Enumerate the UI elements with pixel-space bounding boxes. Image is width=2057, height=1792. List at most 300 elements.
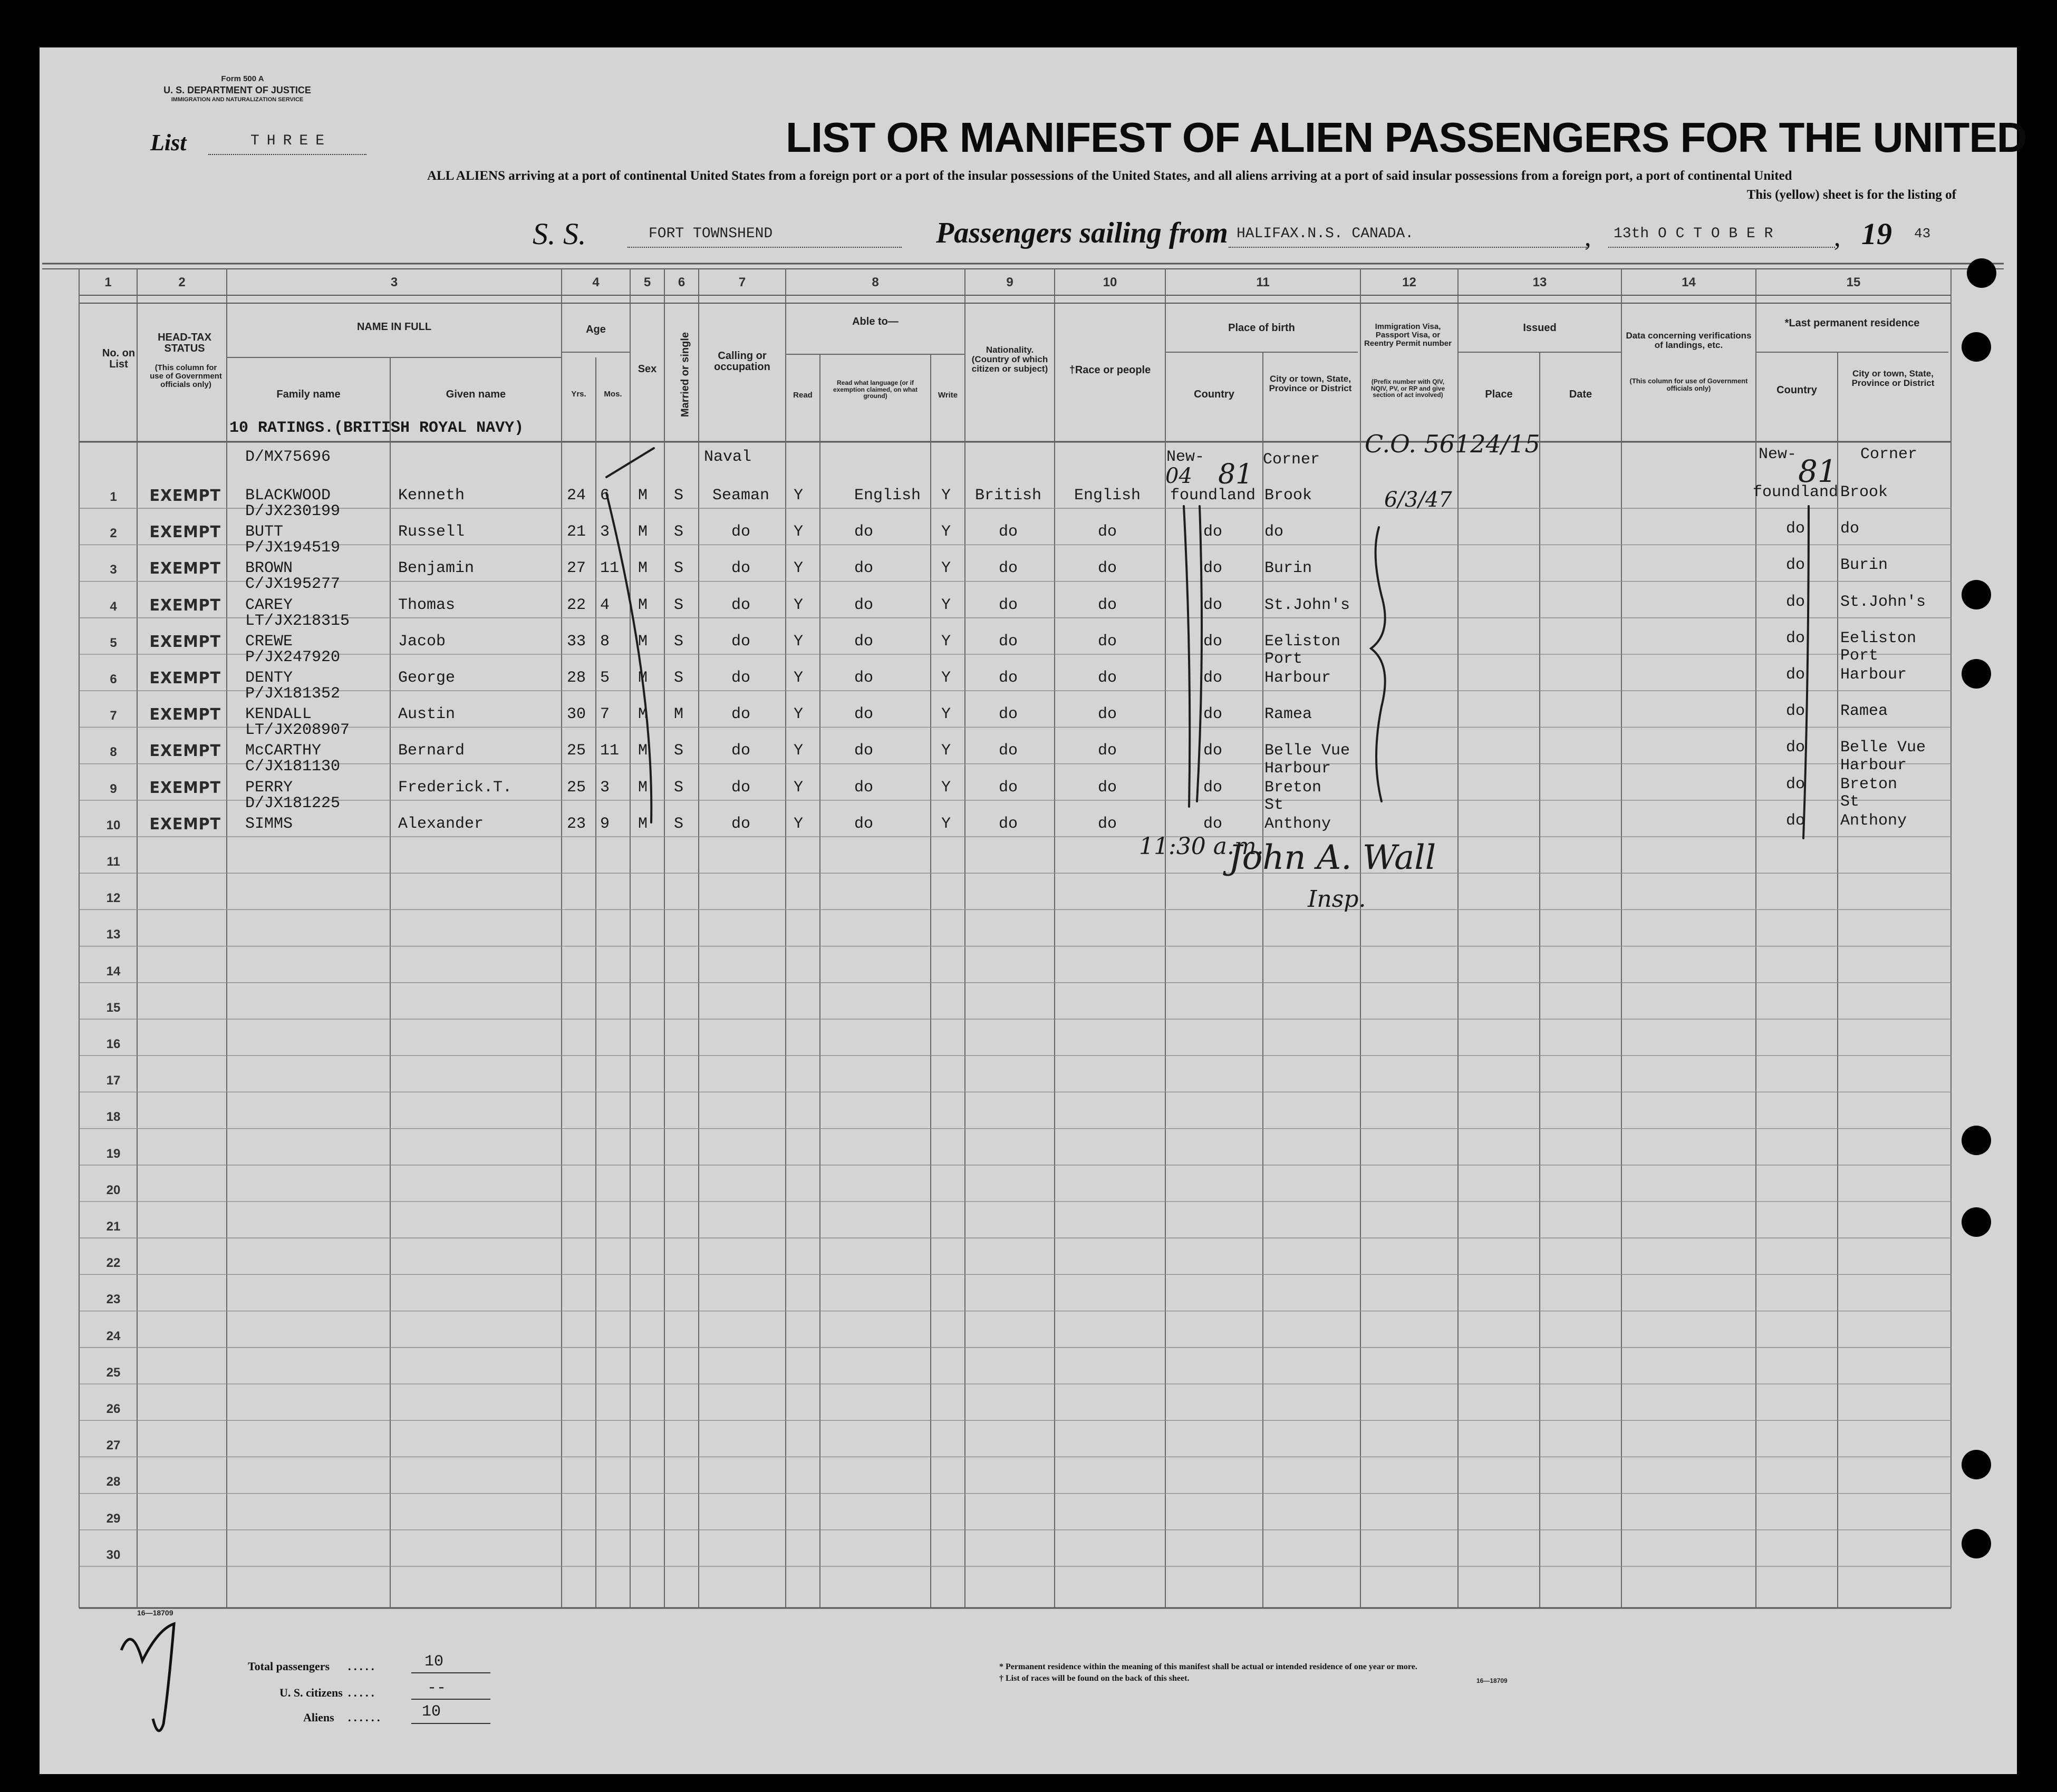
occupation: do (731, 559, 751, 578)
birth-city: do (1264, 523, 1284, 541)
header-head-tax-note: (This column for use of Government officials only) (150, 363, 222, 389)
residence-city: Eeliston (1840, 629, 1917, 647)
sex: M (638, 632, 648, 651)
can-write: Y (941, 742, 951, 760)
residence-city-top: St (1840, 792, 1860, 811)
occupation: do (731, 815, 751, 833)
birth-country: do (1203, 559, 1223, 578)
age-years: 27 (567, 559, 586, 578)
header-write: Write (938, 391, 958, 400)
residence-country: do (1785, 702, 1805, 721)
head-tax-stamp: EXEMPT (149, 778, 221, 797)
birth-city: Brook (1264, 487, 1312, 505)
age-months: 8 (600, 632, 610, 651)
read-language: English (854, 487, 921, 505)
sex: M (638, 815, 648, 833)
can-write: Y (941, 815, 951, 833)
can-read: Y (794, 669, 804, 687)
punch-hole (1962, 659, 1991, 689)
punch-hole (1967, 258, 1996, 288)
family-name: BROWN (245, 559, 293, 578)
header-visa-note: (Prefix number with QIV, NQIV, PV, or RP and give section of act involved) (1370, 378, 1445, 399)
family-name: DENTY (245, 669, 293, 687)
aliens-label: Aliens (303, 1711, 334, 1724)
marital-status: S (674, 632, 684, 651)
head-tax-stamp: EXEMPT (149, 559, 221, 578)
column-number: 8 (872, 275, 879, 289)
print-code-left: 16—18709 (137, 1609, 173, 1617)
departure-port: HALIFAX.N.S. CANADA. (1237, 226, 1414, 242)
row-number: 29 (106, 1511, 121, 1526)
row-number: 11 (107, 855, 120, 869)
marital-status: S (674, 523, 684, 541)
sex: M (638, 559, 648, 578)
group-note: 10 RATINGS.(BRITISH ROYAL NAVY) (229, 419, 524, 437)
department-name: U. S. DEPARTMENT OF JUSTICE (163, 85, 311, 95)
row-number: 4 (110, 599, 117, 614)
birth-city-top: Harbour (1264, 759, 1331, 778)
residence-country: do (1785, 666, 1805, 684)
row-number: 18 (106, 1110, 121, 1125)
birth-city-top: Corner (1263, 451, 1320, 469)
can-write: Y (941, 559, 951, 578)
read-language: do (854, 596, 874, 614)
row-number: 17 (106, 1073, 121, 1088)
nationality: do (998, 778, 1018, 797)
header-visa: Immigration Visa, Passport Visa, or Reentry Permit number (1364, 322, 1452, 348)
read-language: do (854, 778, 874, 797)
row-number: 10 (106, 818, 121, 832)
header-place-of-birth: Place of birth (1228, 322, 1295, 334)
can-read: Y (794, 742, 804, 760)
header-no-on-list: No. on List (102, 347, 136, 370)
marital-status: S (674, 559, 684, 578)
occupation: do (731, 523, 751, 541)
row-number: 20 (106, 1183, 121, 1197)
service-number: C/JX181130 (245, 758, 341, 776)
head-tax-stamp: EXEMPT (149, 705, 221, 724)
read-language: do (854, 669, 874, 687)
header-married-single: Married or single (679, 332, 691, 418)
total-passengers-label: Total passengers (248, 1660, 330, 1673)
can-read: Y (794, 596, 804, 614)
column-number: 6 (678, 275, 685, 289)
race: English (1074, 487, 1141, 505)
head-tax-stamp: EXEMPT (149, 742, 221, 761)
can-write: Y (941, 705, 951, 724)
header-last-residence: *Last permanent residence (1784, 317, 1920, 329)
birth-country: do (1203, 669, 1223, 687)
total-passengers-value: 10 (424, 1653, 444, 1671)
header-data-note: (This column for use of Government officials only) (1629, 377, 1748, 392)
sex: M (638, 523, 648, 541)
row-number: 23 (106, 1292, 121, 1307)
row-number: 19 (106, 1146, 121, 1161)
given-name: Frederick.T. (398, 778, 513, 797)
race: do (1097, 523, 1117, 541)
age-months: 5 (600, 669, 610, 687)
residence-country: do (1785, 593, 1805, 611)
sex: M (638, 778, 648, 797)
can-read: Y (794, 559, 804, 578)
page-title: LIST OR MANIFEST OF ALIEN PASSENGERS FOR THE UNITED (786, 114, 2027, 161)
comma-2: , (1834, 222, 1841, 251)
service-number-first: D/MX75696 (245, 448, 331, 466)
birth-city: Belle Vue (1264, 742, 1350, 760)
family-name: CAREY (245, 596, 293, 614)
head-tax-stamp: EXEMPT (149, 523, 221, 542)
code-prefix-handwritten: 04 (1165, 464, 1192, 488)
row-number: 30 (106, 1547, 121, 1562)
age-months: 11 (600, 742, 620, 760)
year-suffix: 43 (1914, 226, 1931, 241)
age-years: 21 (567, 523, 586, 541)
given-name: George (398, 669, 456, 687)
total-dots: . . . . . (348, 1660, 374, 1673)
row-number: 2 (110, 526, 117, 541)
marital-status: M (674, 705, 684, 724)
can-read: Y (794, 778, 804, 797)
race: do (1097, 632, 1117, 651)
occupation: do (731, 705, 751, 724)
list-value: THREE (250, 133, 332, 149)
residence-country-top: New- (1759, 445, 1797, 463)
birth-country: do (1203, 705, 1223, 724)
age-months: 4 (600, 596, 610, 614)
header-place: Place (1485, 389, 1513, 400)
residence-city: Belle Vue (1840, 739, 1926, 757)
can-read: Y (794, 705, 804, 724)
service-number: LT/JX218315 (245, 612, 350, 630)
birth-city-top: St (1264, 796, 1284, 814)
residence-city: Harbour (1840, 666, 1907, 684)
comma-1: , (1585, 222, 1591, 251)
race: do (1097, 778, 1117, 797)
inspector-title: Insp. (1308, 886, 1366, 913)
sex: M (638, 487, 648, 505)
header-read-language: Read what language (or if exemption claimed, on what ground) (833, 379, 918, 400)
birth-country: do (1203, 815, 1223, 833)
row-number: 22 (106, 1256, 121, 1271)
column-number: 3 (390, 275, 398, 289)
race: do (1097, 705, 1117, 724)
can-write: Y (941, 487, 951, 505)
visa-handwritten: C.O. 56124/15 (1365, 430, 1540, 458)
read-language: do (854, 559, 874, 578)
row-number: 28 (106, 1475, 121, 1489)
can-read: Y (794, 523, 804, 541)
birth-country: do (1203, 596, 1223, 614)
residence-country: do (1785, 556, 1805, 575)
birth-country: do (1203, 778, 1223, 797)
given-name: Thomas (398, 596, 456, 614)
marital-status: S (674, 669, 684, 687)
column-number: 13 (1532, 275, 1547, 289)
head-tax-stamp: EXEMPT (149, 596, 221, 615)
sex: M (638, 669, 648, 687)
header-age: Age (586, 324, 606, 335)
service-name: IMMIGRATION AND NATURALIZATION SERVICE (171, 96, 304, 103)
service-number: P/JX194519 (245, 539, 341, 557)
occupation: do (731, 669, 751, 687)
head-tax-stamp: EXEMPT (149, 632, 221, 651)
row-number: 1 (110, 490, 117, 504)
column-number: 5 (643, 275, 651, 289)
read-language: do (854, 742, 874, 760)
header-residence-country: Country (1776, 384, 1817, 396)
marital-status: S (674, 742, 684, 760)
age-years: 33 (567, 632, 586, 651)
row-number: 7 (110, 709, 117, 723)
age-months: 3 (600, 523, 610, 541)
sailing-label: Passengers sailing from (936, 217, 1228, 249)
birth-country-top: New- (1166, 448, 1205, 466)
can-write: Y (941, 778, 951, 797)
nationality: do (998, 669, 1018, 687)
residence-city: Burin (1840, 556, 1888, 575)
residence-country: do (1785, 629, 1805, 647)
row-number: 25 (106, 1365, 121, 1380)
row-number: 6 (110, 672, 117, 686)
occupation: do (731, 596, 751, 614)
birth-city-top: Port (1264, 650, 1303, 668)
aliens-dots: . . . . . . (348, 1711, 380, 1724)
age-years: 24 (567, 487, 586, 505)
inspector-signature: John A. Wall (1229, 838, 1436, 877)
family-name: BUTT (245, 523, 284, 541)
residence-country: do (1785, 739, 1805, 757)
us-citizens-label: U. S. citizens (279, 1686, 343, 1699)
can-read: Y (794, 815, 804, 833)
marital-status: S (674, 815, 684, 833)
header-race: †Race or people (1069, 364, 1151, 376)
print-code-right: 16—18709 (1476, 1677, 1508, 1684)
punch-hole (1962, 1126, 1991, 1155)
header-city: City or town, State, Province or District (1269, 374, 1352, 393)
column-number: 12 (1402, 275, 1416, 289)
residence-city: Anthony (1840, 811, 1907, 830)
punch-hole (1962, 580, 1991, 609)
birth-city: Breton (1264, 778, 1322, 797)
header-calling: Calling or occupation (714, 350, 770, 373)
row-number: 24 (106, 1329, 121, 1343)
sex: M (638, 742, 648, 760)
nationality: do (998, 815, 1018, 833)
residence-country: foundland (1752, 483, 1839, 501)
read-language: do (854, 632, 874, 651)
ss-label: S. S. (533, 217, 586, 251)
header-family-name: Family name (276, 389, 341, 400)
nationality: British (974, 487, 1042, 505)
row-number: 8 (110, 745, 117, 760)
family-name: CREWE (245, 632, 293, 651)
residence-city: do (1840, 520, 1860, 538)
marital-status: S (674, 596, 684, 614)
birth-country: foundland (1170, 487, 1256, 505)
age-years: 22 (567, 596, 586, 614)
time-handwritten: 11:30 a.m. (1139, 833, 1264, 860)
form-number: Form 500 A (221, 74, 264, 83)
row-number: 3 (110, 563, 117, 577)
residence-city: Brook (1840, 483, 1888, 501)
given-name: Jacob (398, 632, 446, 651)
ship-name: FORT TOWNSHEND (649, 226, 773, 242)
us-citizens-value: -- (427, 1679, 447, 1697)
marital-status: S (674, 778, 684, 797)
head-tax-stamp: EXEMPT (149, 487, 221, 505)
age-years: 23 (567, 815, 586, 833)
header-nationality: Nationality. (Country of which citizen or subject) (971, 345, 1048, 374)
age-years: 28 (567, 669, 586, 687)
occupation: do (731, 778, 751, 797)
row-number: 21 (106, 1219, 121, 1234)
residence-city: St.John's (1840, 593, 1926, 611)
can-read: Y (794, 487, 804, 505)
punch-hole (1962, 1450, 1991, 1479)
row-number: 15 (106, 1000, 121, 1015)
year-prefix: 19 (1861, 217, 1892, 251)
family-name: BLACKWOOD (245, 487, 331, 505)
sex: M (638, 596, 648, 614)
header-date: Date (1569, 389, 1592, 400)
birth-city: Ramea (1264, 705, 1312, 724)
race: do (1097, 596, 1117, 614)
occupation: Seaman (712, 487, 770, 505)
service-number: D/JX230199 (245, 502, 341, 520)
header-mos: Mos. (604, 390, 622, 399)
occupation: do (731, 632, 751, 651)
punch-hole (1962, 1529, 1991, 1558)
given-name: Austin (398, 705, 456, 724)
nationality: do (998, 523, 1018, 541)
race: do (1097, 559, 1117, 578)
column-number: 11 (1256, 275, 1270, 289)
header-yrs: Yrs. (571, 390, 586, 399)
header-able-to: Able to— (852, 316, 899, 327)
occupation-top: Naval (704, 448, 752, 466)
given-name: Alexander (398, 815, 484, 833)
header-sex: Sex (638, 363, 657, 375)
read-language: do (854, 815, 874, 833)
given-name: Bernard (398, 742, 465, 760)
read-language: do (854, 523, 874, 541)
family-name: PERRY (245, 778, 293, 797)
footnote-races: † List of races will be found on the back of this sheet. (999, 1674, 1190, 1683)
header-head-tax: HEAD-TAX STATUS (158, 332, 211, 354)
code-handwritten-1: 81 (1218, 459, 1253, 490)
residence-country: do (1785, 775, 1805, 793)
row-number: 26 (106, 1402, 121, 1416)
residence-city-top: Corner (1860, 445, 1918, 463)
row-number: 9 (110, 781, 117, 796)
header-read: Read (793, 391, 813, 400)
header-name-in-full: NAME IN FULL (356, 321, 432, 333)
given-name: Kenneth (398, 487, 465, 505)
subtitle-line-2: This (yellow) sheet is for the listing of (1746, 188, 1956, 202)
header-data-concerning: Data concerning verifications of landings, etc. (1626, 331, 1752, 350)
column-number: 1 (104, 275, 112, 289)
header-country: Country (1194, 389, 1234, 400)
can-write: Y (941, 669, 951, 687)
age-years: 25 (567, 742, 586, 760)
punch-hole (1962, 332, 1991, 362)
column-number: 15 (1846, 275, 1861, 289)
residence-city-top: Port (1840, 647, 1879, 665)
age-months: 7 (600, 705, 610, 724)
citizens-dots: . . . . . (348, 1686, 374, 1699)
residence-city-top: Harbour (1840, 756, 1907, 774)
head-tax-stamp: EXEMPT (149, 669, 221, 687)
birth-city: Anthony (1264, 815, 1331, 833)
column-number: 7 (738, 275, 746, 289)
age-months: 9 (600, 815, 610, 833)
service-number: D/JX181225 (245, 794, 341, 812)
row-number: 16 (106, 1037, 121, 1051)
header-issued: Issued (1523, 322, 1557, 334)
family-name: SIMMS (245, 815, 293, 833)
nationality: do (998, 742, 1018, 760)
residence-city: Ramea (1840, 702, 1888, 721)
column-number: 4 (592, 275, 600, 289)
given-name: Russell (398, 523, 465, 541)
age-years: 25 (567, 778, 586, 797)
age-months: 11 (600, 559, 620, 578)
service-number: LT/JX208907 (245, 721, 350, 740)
header-given-name: Given name (446, 389, 506, 400)
code-handwritten-2: 81 (1798, 453, 1837, 489)
residence-country: do (1785, 811, 1805, 830)
birth-city: Eeliston (1264, 632, 1341, 651)
family-name: McCARTHY (245, 742, 322, 760)
footnote-residence: * Permanent residence within the meaning of this manifest shall be actual or intended residence of one year or more. (999, 1662, 1417, 1671)
column-number: 10 (1103, 275, 1117, 289)
age-months: 3 (600, 778, 610, 797)
birth-country: do (1203, 632, 1223, 651)
age-years: 30 (567, 705, 586, 724)
nationality: do (998, 559, 1018, 578)
birth-country: do (1203, 523, 1223, 541)
can-write: Y (941, 632, 951, 651)
list-label: List (150, 130, 187, 156)
residence-country: do (1785, 520, 1805, 538)
race: do (1097, 742, 1117, 760)
birth-country: do (1203, 742, 1223, 760)
birth-city: Burin (1264, 559, 1312, 578)
service-number: P/JX181352 (245, 685, 341, 703)
visa-date-handwritten: 6/3/47 (1384, 488, 1452, 512)
nationality: do (998, 596, 1018, 614)
aliens-value: 10 (422, 1703, 441, 1721)
read-language: do (854, 705, 874, 724)
can-read: Y (794, 632, 804, 651)
service-number: P/JX247920 (245, 648, 341, 666)
can-write: Y (941, 523, 951, 541)
row-number: 5 (110, 635, 117, 650)
birth-city: St.John's (1264, 596, 1350, 614)
head-tax-stamp: EXEMPT (149, 815, 221, 834)
row-number: 12 (106, 891, 121, 906)
age-months: 6 (600, 487, 610, 505)
given-name: Benjamin (398, 559, 475, 578)
service-number: C/JX195277 (245, 575, 341, 594)
column-number: 2 (178, 275, 186, 289)
birth-city: Harbour (1264, 669, 1331, 687)
punch-hole (1962, 1207, 1991, 1237)
column-number: 14 (1682, 275, 1696, 289)
row-number: 13 (106, 927, 121, 942)
row-number: 14 (106, 964, 121, 979)
column-number: 9 (1006, 275, 1013, 289)
